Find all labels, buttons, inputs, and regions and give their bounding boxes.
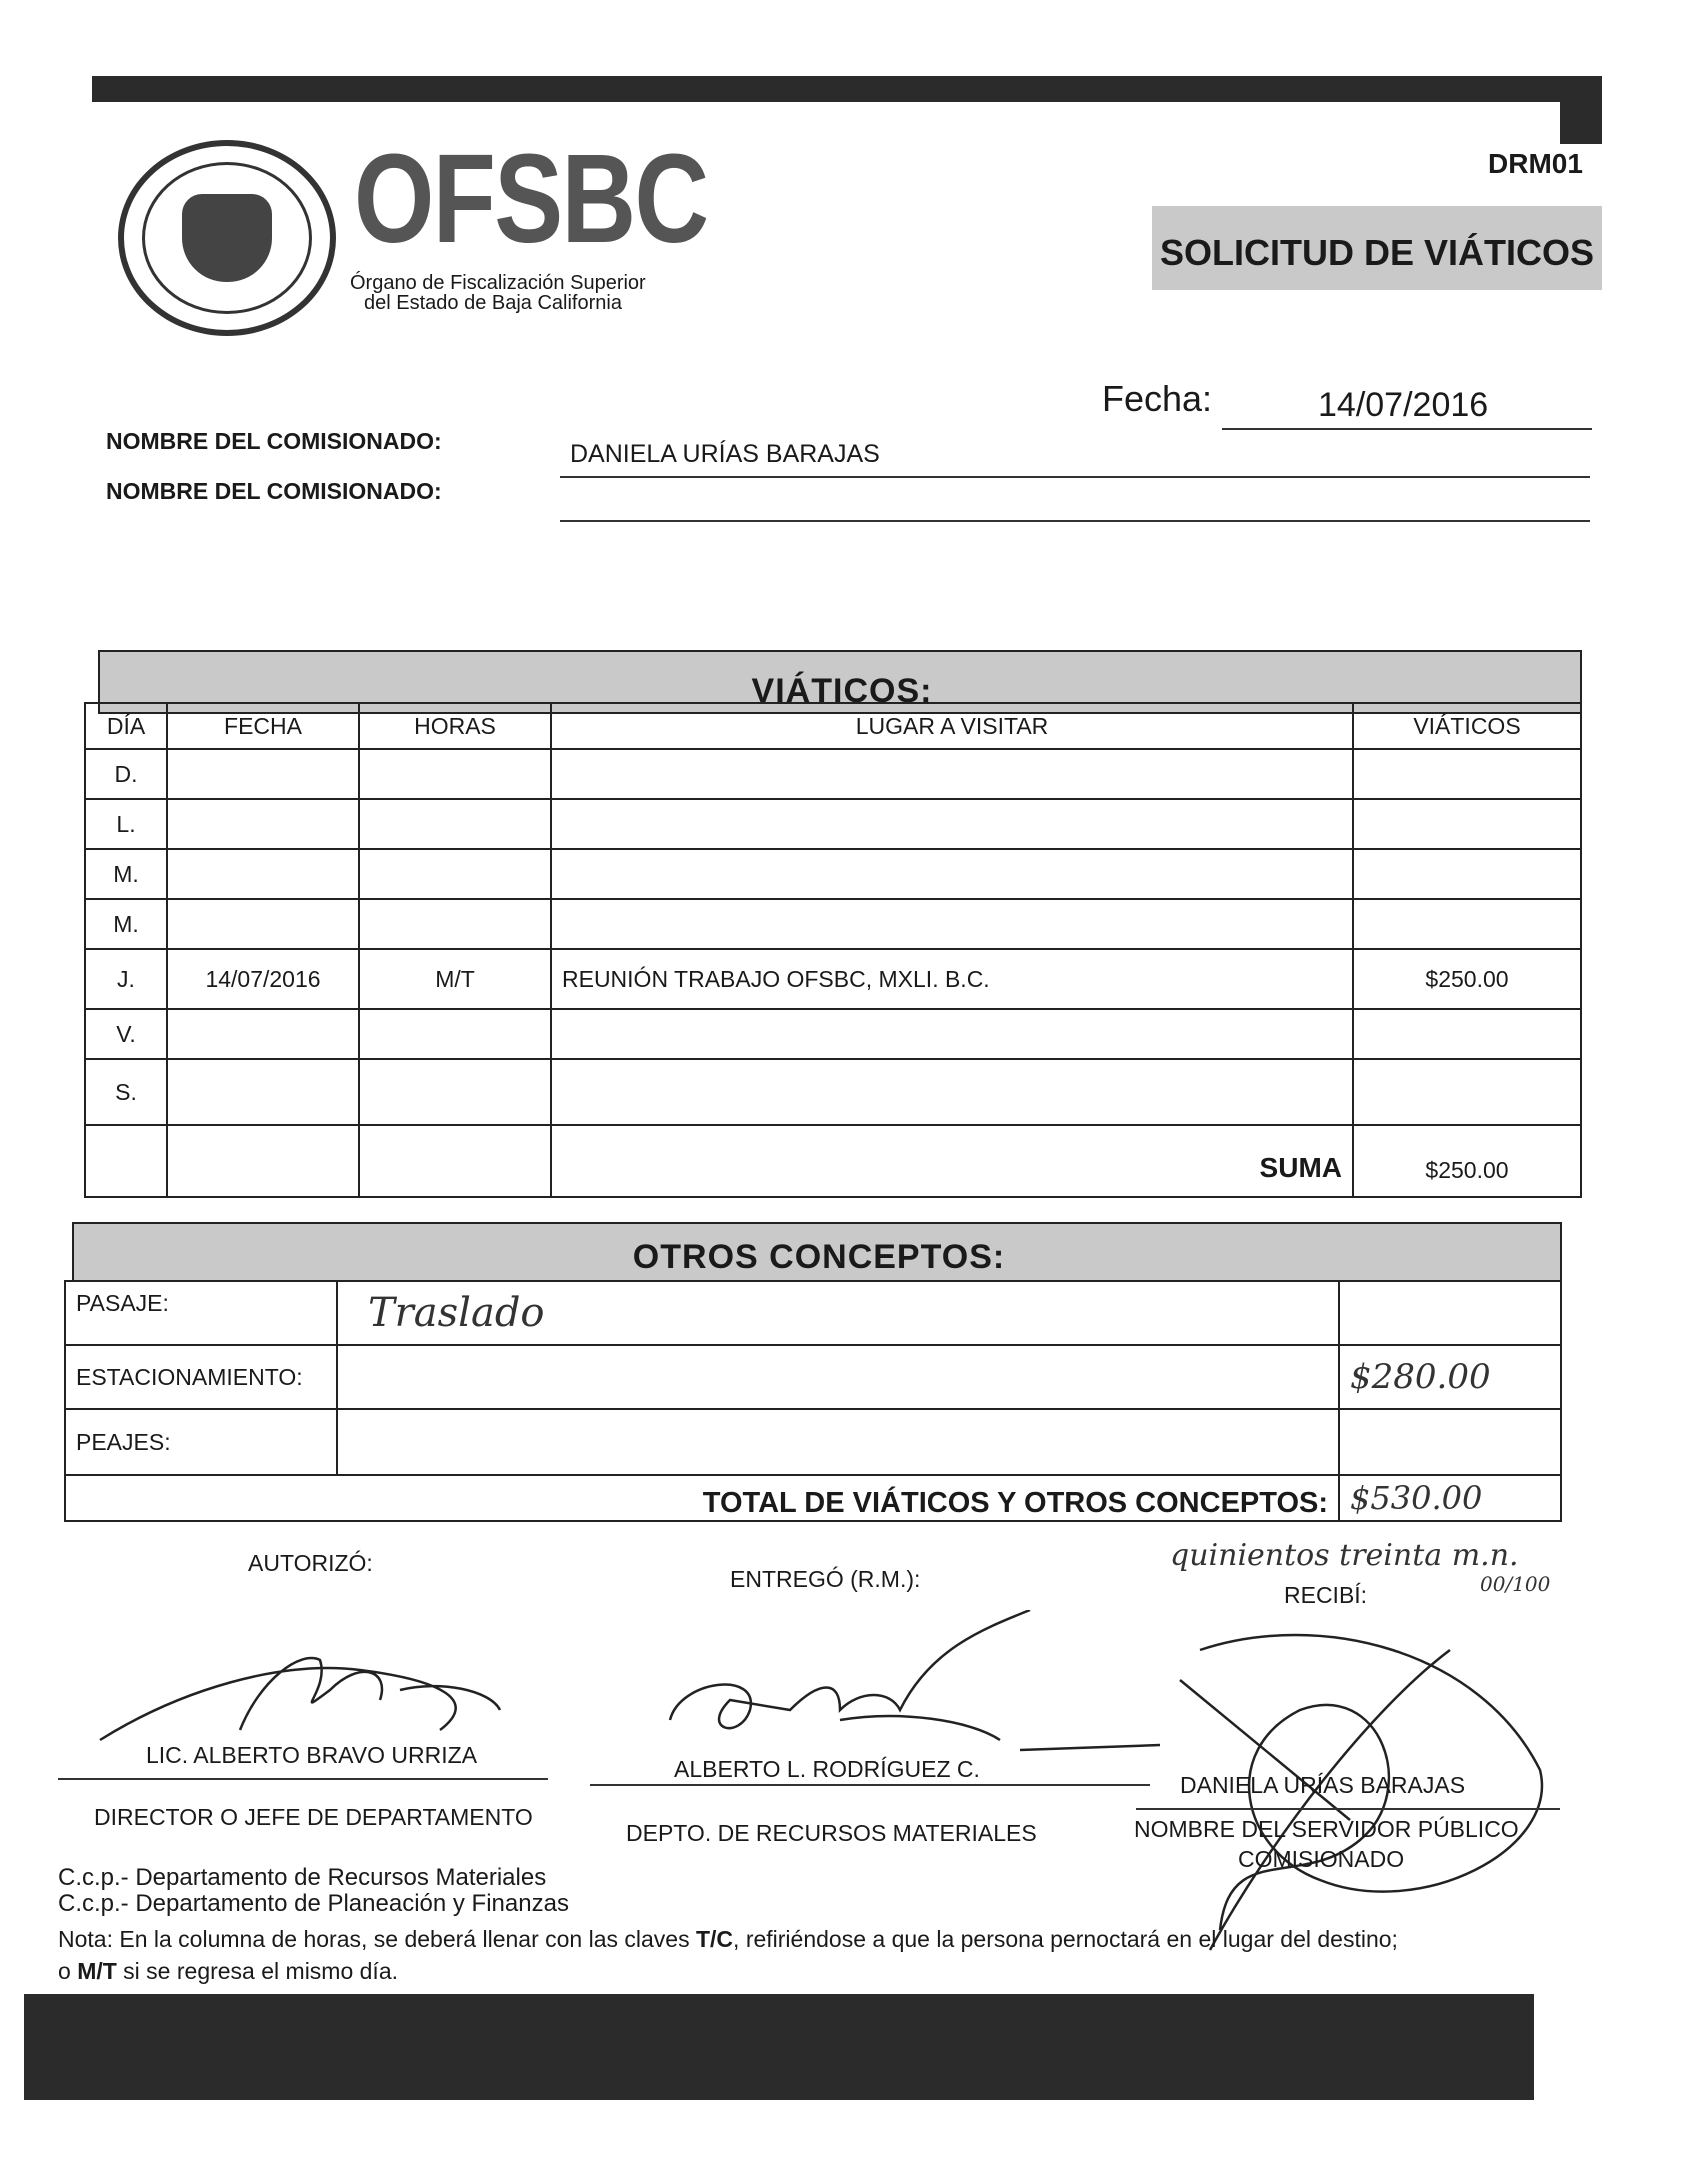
nota-line-2 (58, 1958, 398, 1985)
otros-label: PASAJE: (65, 1281, 337, 1345)
title-box (1152, 206, 1602, 290)
total-value-text: $530.00 (1350, 1479, 1483, 1517)
recibi-label: RECIBÍ: (1284, 1582, 1368, 1608)
col-horas: HORAS (359, 703, 551, 749)
otros-desc (337, 1281, 1339, 1345)
suma-row (85, 1125, 1581, 1197)
col-viaticos: VIÁTICOS (1353, 703, 1581, 749)
otros-label: ESTACIONAMIENTO: (65, 1345, 337, 1409)
autorizo-label: AUTORIZÓ: (248, 1550, 373, 1576)
recibi-role-1: NOMBRE DEL SERVIDOR PÚBLICO (1134, 1816, 1519, 1842)
otros-table (64, 1280, 1562, 1522)
org-abbr: OFSBC (354, 128, 708, 269)
row-viaticos (1353, 849, 1581, 899)
total-label: TOTAL DE VIÁTICOS Y OTROS CONCEPTOS: (337, 1475, 1339, 1521)
otros-desc-text: Traslado (368, 1290, 545, 1336)
table-row (65, 1345, 1561, 1409)
signature-entrego (640, 1610, 1160, 1780)
top-bar-right (1560, 100, 1602, 144)
row-lugar (551, 799, 1353, 849)
table-row (85, 1059, 1581, 1125)
viaticos-header-row (85, 703, 1581, 749)
total-words: quinientos treinta m.n. (1170, 1538, 1519, 1573)
comisionado-value-1: DANIELA URÍAS BARAJAS (570, 440, 880, 468)
row-lugar (551, 899, 1353, 949)
viaticos-table (84, 702, 1582, 1198)
row-fecha (167, 1009, 359, 1059)
total-row (65, 1475, 1561, 1521)
suma-value: $250.00 (1353, 1125, 1581, 1197)
fecha-line (1222, 428, 1592, 430)
otros-header-bar (72, 1222, 1562, 1282)
row-fecha (167, 1059, 359, 1125)
row-lugar (551, 1009, 1353, 1059)
row-viaticos (1353, 749, 1581, 799)
row-dia: V. (85, 1009, 167, 1059)
otros-title: OTROS CONCEPTOS: (632, 1238, 1006, 1276)
signature-line-autorizo (58, 1778, 548, 1780)
total-cents: 00/100 (1480, 1572, 1551, 1596)
top-bar (92, 76, 1602, 102)
comisionado-line-2 (560, 520, 1590, 522)
row-viaticos (1353, 1059, 1581, 1125)
form-title: SOLICITUD DE VIÁTICOS (1159, 232, 1595, 273)
col-dia: DÍA (85, 703, 167, 749)
bottom-bar (24, 1994, 1534, 2100)
otros-amount-text: $280.00 (1350, 1357, 1491, 1397)
nota-code-1: T/C (695, 1926, 734, 1952)
table-row (85, 1009, 1581, 1059)
row-dia: L. (85, 799, 167, 849)
recibi-name: DANIELA URÍAS BARAJAS (1180, 1772, 1466, 1798)
nota-line2-prefix: o (58, 1958, 78, 1984)
entrego-name: ALBERTO L. RODRÍGUEZ C. (674, 1756, 980, 1782)
seal-text (124, 328, 342, 329)
row-lugar (551, 849, 1353, 899)
autorizo-name: LIC. ALBERTO BRAVO URRIZA (146, 1742, 478, 1768)
otros-amount (1339, 1281, 1561, 1345)
total-value (1339, 1475, 1561, 1521)
seal-logo (118, 140, 336, 336)
row-viaticos (1353, 799, 1581, 849)
table-row (65, 1409, 1561, 1475)
otros-label: PEAJES: (65, 1409, 337, 1475)
table-row (85, 949, 1581, 1009)
row-dia: S. (85, 1059, 167, 1125)
signature-line-entrego (590, 1784, 1150, 1786)
comisionado-line-1 (560, 476, 1590, 478)
seal-crest-icon (182, 194, 272, 282)
table-row (85, 849, 1581, 899)
table-row (85, 749, 1581, 799)
form-code: DRM01 (1488, 148, 1583, 179)
otros-amount (1339, 1345, 1561, 1409)
row-lugar (551, 749, 1353, 799)
entrego-label: ENTREGÓ (R.M.): (730, 1566, 921, 1592)
org-name-line2: del Estado de Baja California (364, 292, 622, 314)
nota-line2-suffix: si se regresa el mismo día. (116, 1958, 399, 1984)
nota-line-1 (58, 1926, 1558, 1953)
row-dia: D. (85, 749, 167, 799)
org-name-line1: Órgano de Fiscalización Superior (350, 272, 646, 294)
comisionado-label-2: NOMBRE DEL COMISIONADO: (106, 478, 442, 504)
viaticos-title: VIÁTICOS: (751, 672, 933, 710)
table-row (65, 1281, 1561, 1345)
nota-middle: , refiriéndose a que la persona pernoctará en el lugar del destino; (733, 1926, 1398, 1952)
table-row (85, 799, 1581, 849)
row-horas: M/T (359, 949, 551, 1009)
row-fecha: 14/07/2016 (167, 949, 359, 1009)
row-fecha (167, 749, 359, 799)
entrego-role: DEPTO. DE RECURSOS MATERIALES (626, 1820, 1037, 1846)
autorizo-role: DIRECTOR O JEFE DE DEPARTAMENTO (94, 1804, 533, 1830)
ccp-line-2: C.c.p.- Departamento de Planeación y Finanzas (58, 1890, 569, 1917)
row-horas (359, 1009, 551, 1059)
fecha-value: 14/07/2016 (1318, 386, 1489, 424)
row-lugar (551, 1059, 1353, 1125)
nota-code-2: M/T (77, 1958, 117, 1984)
row-horas (359, 849, 551, 899)
row-fecha (167, 799, 359, 849)
otros-desc (337, 1345, 1339, 1409)
row-horas (359, 899, 551, 949)
nota-prefix: Nota: En la columna de horas, se deberá llenar con las claves (58, 1926, 696, 1952)
col-fecha: FECHA (167, 703, 359, 749)
row-dia: M. (85, 849, 167, 899)
ccp-line-1: C.c.p.- Departamento de Recursos Materiales (58, 1864, 547, 1891)
row-dia: M. (85, 899, 167, 949)
comisionado-label-1: NOMBRE DEL COMISIONADO: (106, 428, 442, 454)
row-viaticos (1353, 1009, 1581, 1059)
row-horas (359, 1059, 551, 1125)
otros-desc (337, 1409, 1339, 1475)
col-lugar: LUGAR A VISITAR (551, 703, 1353, 749)
fecha-label: Fecha: (1102, 378, 1213, 419)
row-dia: J. (85, 949, 167, 1009)
row-horas (359, 799, 551, 849)
otros-amount (1339, 1409, 1561, 1475)
row-viaticos (1353, 899, 1581, 949)
row-viaticos: $250.00 (1353, 949, 1581, 1009)
row-fecha (167, 849, 359, 899)
recibi-role-2: COMISIONADO (1238, 1846, 1405, 1872)
row-horas (359, 749, 551, 799)
signature-line-recibi (1136, 1808, 1560, 1810)
row-lugar: REUNIÓN TRABAJO OFSBC, MXLI. B.C. (551, 949, 1353, 1009)
suma-label: SUMA (551, 1125, 1353, 1197)
table-row (85, 899, 1581, 949)
row-fecha (167, 899, 359, 949)
